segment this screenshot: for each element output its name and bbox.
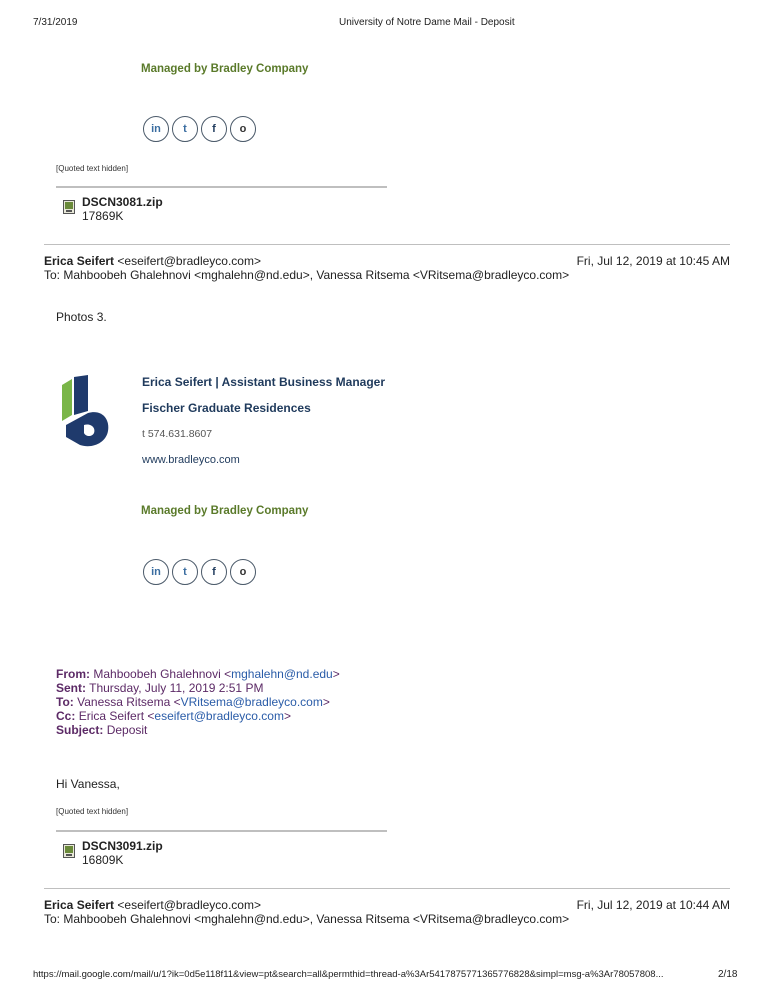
- signature-managed-by: Managed by Bradley Company: [141, 505, 309, 517]
- social-icons-row-2: [143, 559, 259, 585]
- signature-org: Fischer Graduate Residences: [142, 401, 311, 415]
- zip-file-icon: [63, 200, 75, 214]
- social-icons-row: [143, 116, 259, 142]
- sender-email: <eseifert@bradleyco.com>: [117, 898, 261, 912]
- sender-email: <eseifert@bradleyco.com>: [117, 254, 261, 268]
- print-title: University of Notre Dame Mail - Deposit: [339, 17, 515, 28]
- quoted-cc-line: Cc: Erica Seifert <eseifert@bradleyco.com>: [56, 709, 291, 723]
- linkedin-icon[interactable]: in: [143, 559, 169, 585]
- print-date: 7/31/2019: [33, 17, 78, 28]
- message-recipients-2: To: Mahboobeh Ghalehnovi <mghalehn@nd.edu>, Vanessa Ritsema <VRitsema@bradleyco.com>: [44, 912, 570, 926]
- facebook-icon[interactable]: f: [201, 116, 227, 142]
- quoted-text-hidden[interactable]: [Quoted text hidden]: [56, 164, 129, 173]
- managed-by-text: Managed by Bradley Company: [141, 63, 309, 75]
- attachment-size-2: 16809K: [82, 853, 124, 867]
- message-date-2: Fri, Jul 12, 2019 at 10:44 AM: [576, 898, 730, 912]
- signature-name-title: Erica Seifert | Assistant Business Manager: [142, 375, 386, 389]
- attachment-size: 17869K: [82, 209, 124, 223]
- twitter-icon[interactable]: t: [172, 116, 198, 142]
- instagram-icon[interactable]: o: [230, 116, 256, 142]
- quoted-subject-line: Subject: Deposit: [56, 723, 148, 737]
- sender-name: Erica Seifert: [44, 898, 115, 912]
- zip-file-icon: [63, 844, 75, 858]
- print-footer-url: https://mail.google.com/mail/u/1?ik=0d5e118f11&view=pt&search=all&permthid=thread-a%3Ar5417875771365776828&simpl=msg-a%3Ar78057808...: [33, 969, 664, 980]
- sender-name: Erica Seifert: [44, 254, 115, 268]
- message-divider: [44, 244, 730, 245]
- facebook-icon[interactable]: f: [201, 559, 227, 585]
- signature-website-link[interactable]: www.bradleyco.com: [142, 454, 240, 466]
- twitter-icon[interactable]: t: [172, 559, 198, 585]
- message-divider-2: [44, 888, 730, 889]
- attachment-divider: [56, 186, 387, 188]
- linkedin-icon[interactable]: in: [143, 116, 169, 142]
- print-page-number: 2/18: [718, 969, 738, 980]
- message-sender-2: [44, 898, 261, 912]
- attachment-divider-2: [56, 830, 387, 832]
- quoted-from-line: From: Mahboobeh Ghalehnovi <mghalehn@nd.edu>: [56, 667, 340, 681]
- bradley-logo-icon: [62, 375, 110, 449]
- quoted-to-email-link[interactable]: VRitsema@bradleyco.com: [180, 695, 323, 709]
- quoted-to-line: To: Vanessa Ritsema <VRitsema@bradleyco.com>: [56, 695, 330, 709]
- quoted-from-email-link[interactable]: mghalehn@nd.edu: [231, 667, 333, 681]
- instagram-icon[interactable]: o: [230, 559, 256, 585]
- message-body: Photos 3.: [56, 310, 107, 324]
- quoted-cc-email-link[interactable]: eseifert@bradleyco.com: [154, 709, 284, 723]
- attachment-name-2[interactable]: DSCN3091.zip: [82, 839, 163, 853]
- attachment-name[interactable]: DSCN3081.zip: [82, 195, 163, 209]
- greeting-text: Hi Vanessa,: [56, 777, 120, 791]
- message-sender: [44, 254, 261, 268]
- quoted-sent-line: Sent: Thursday, July 11, 2019 2:51 PM: [56, 681, 264, 695]
- quoted-text-hidden-2[interactable]: [Quoted text hidden]: [56, 807, 129, 816]
- message-recipients: To: Mahboobeh Ghalehnovi <mghalehn@nd.edu>, Vanessa Ritsema <VRitsema@bradleyco.com>: [44, 268, 570, 282]
- signature-phone: t 574.631.8607: [142, 428, 213, 440]
- message-date: Fri, Jul 12, 2019 at 10:45 AM: [576, 254, 730, 268]
